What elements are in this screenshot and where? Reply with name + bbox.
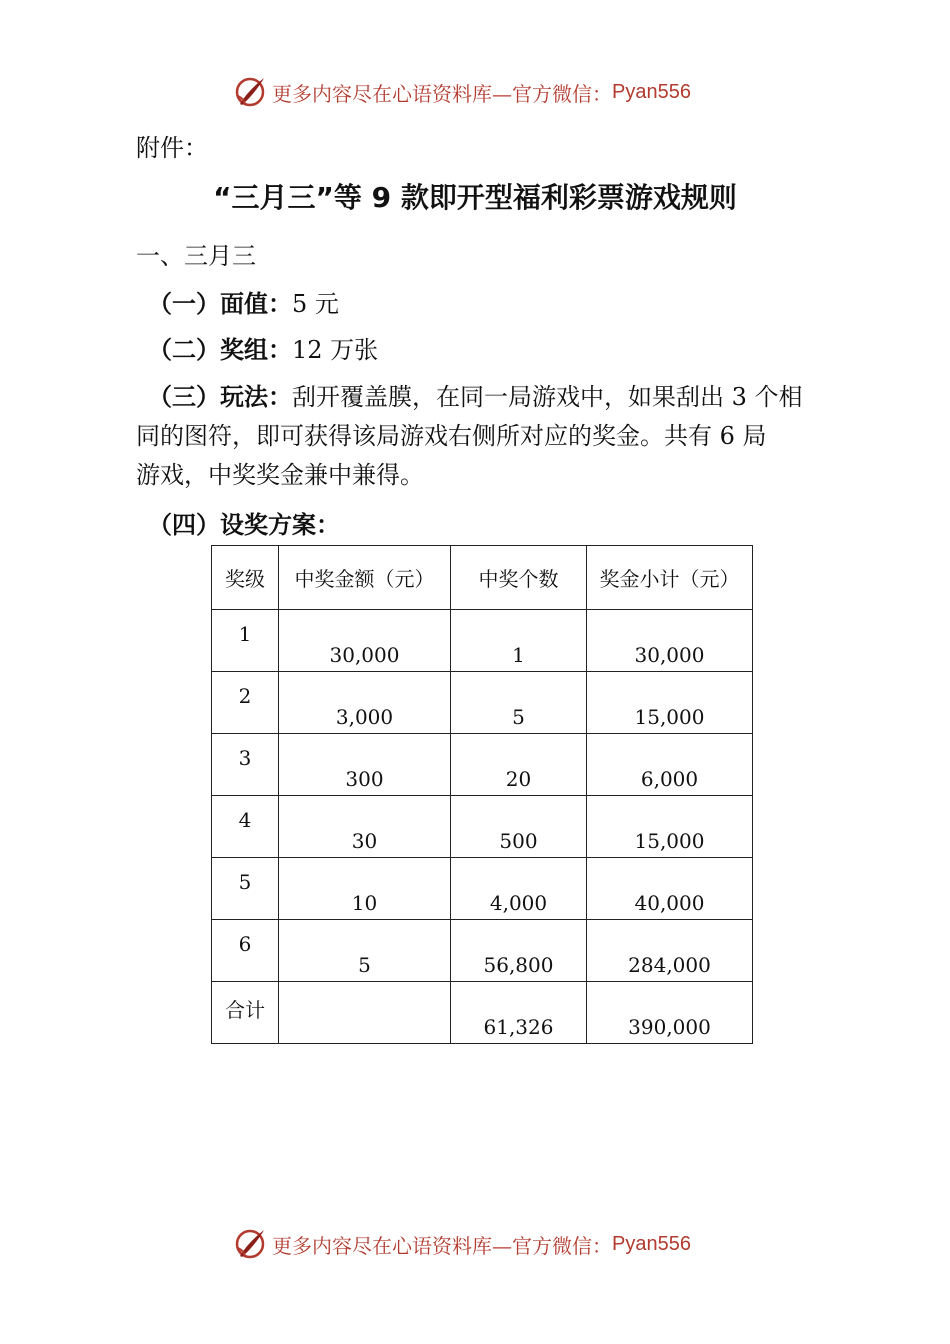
table-cell: 390,000 (587, 982, 753, 1044)
table-cell: 5 (451, 672, 587, 734)
table-cell: 40,000 (587, 858, 753, 920)
table-cell: 1 (451, 610, 587, 672)
table-row (212, 672, 753, 734)
table-cell: 15,000 (587, 672, 753, 734)
table-row (212, 734, 753, 796)
table-cell (279, 982, 451, 1044)
prize-table (211, 545, 753, 1044)
prize-group-text: 12 万张 (292, 336, 379, 364)
table-cell: 4,000 (451, 858, 587, 920)
table-cell: 合计 (212, 982, 279, 1044)
watermark-top (232, 72, 691, 112)
table-cell: 20 (451, 734, 587, 796)
watermark-wechat-id: Pyan556 (612, 1232, 691, 1255)
header-cell: 奖级 (212, 546, 279, 610)
table-cell: 30,000 (279, 610, 451, 672)
table-cell: 56,800 (451, 920, 587, 982)
table-cell: 2 (212, 672, 279, 734)
table-total-row (212, 982, 753, 1044)
face-value-text: 5 元 (292, 290, 339, 318)
quill-logo-icon (232, 1226, 268, 1262)
play-label: （三）玩法： (148, 383, 292, 411)
play-text-line1: 刮开覆盖膜，在同一局游戏中，如果刮出 3 个相 (292, 383, 803, 411)
attachment-label: 附件： (136, 134, 208, 162)
table-cell: 5 (212, 858, 279, 920)
header-cell: 中奖个数 (451, 546, 587, 610)
table-cell: 300 (279, 734, 451, 796)
prize-group-label: （二）奖组： (148, 336, 292, 364)
table-cell: 6 (212, 920, 279, 982)
watermark-text: 更多内容尽在心语资料库—官方微信： (272, 81, 612, 106)
table-header-row (212, 546, 753, 610)
table-cell: 3,000 (279, 672, 451, 734)
prize-group-item (148, 330, 378, 365)
table-cell: 284,000 (587, 920, 753, 982)
scheme-item (148, 505, 340, 540)
scheme-label: （四）设奖方案： (148, 511, 340, 539)
table-cell: 500 (451, 796, 587, 858)
document-title: “三月三”等 9 款即开型福利彩票游戏规则 (213, 181, 737, 214)
table-row (212, 920, 753, 982)
watermark-text: 更多内容尽在心语资料库—官方微信： (272, 1233, 612, 1258)
table-row (212, 610, 753, 672)
table-cell: 6,000 (587, 734, 753, 796)
table-cell: 10 (279, 858, 451, 920)
table-cell: 1 (212, 610, 279, 672)
face-value-item (148, 284, 339, 319)
table-cell: 30,000 (587, 610, 753, 672)
play-text-line2: 同的图符，即可获得该局游戏右侧所对应的奖金。共有 6 局 (136, 422, 767, 450)
play-item (136, 378, 838, 495)
section-heading: 一、三月三 (136, 242, 256, 270)
table-cell: 4 (212, 796, 279, 858)
table-cell: 3 (212, 734, 279, 796)
table-cell: 15,000 (587, 796, 753, 858)
table-row (212, 858, 753, 920)
play-text-line3: 游戏，中奖奖金兼中兼得。 (136, 461, 424, 489)
watermark-bottom (232, 1224, 691, 1264)
header-cell: 中奖金额（元） (279, 546, 451, 610)
table-cell: 5 (279, 920, 451, 982)
header-cell: 奖金小计（元） (587, 546, 753, 610)
watermark-wechat-id: Pyan556 (612, 80, 691, 103)
quill-logo-icon (232, 74, 268, 110)
table-cell: 30 (279, 796, 451, 858)
table-row (212, 796, 753, 858)
face-value-label: （一）面值： (148, 290, 292, 318)
table-cell: 61,326 (451, 982, 587, 1044)
